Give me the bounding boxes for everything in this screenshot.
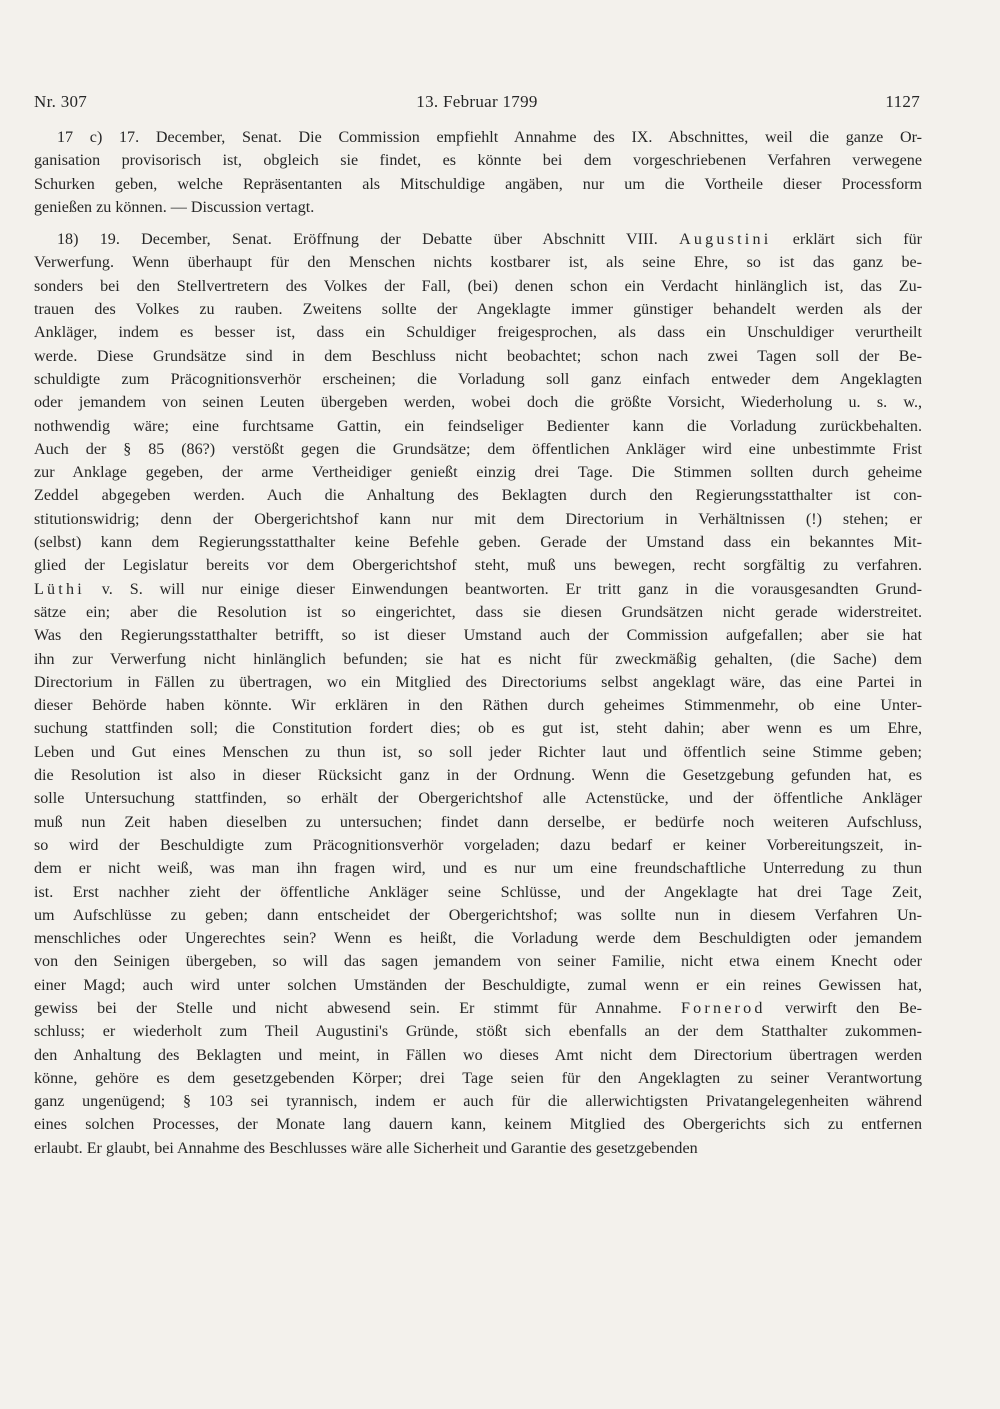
- text-line: [34, 717, 922, 740]
- line-text: suchung stattfinden soll; die Constitution fordert dies; ob es gut ist, steht dahin; aber wenn es um Ehre,: [34, 720, 922, 738]
- line-text: ihn zur Verwerfung nicht hinlänglich befunden; sie hat es nicht für zweckmäßig gehalten, (die Sache) dem: [34, 650, 922, 668]
- text-line: [34, 1067, 922, 1090]
- line-text: stitutionswidrig; denn der Obergerichtshof kann nur mit dem Directorium in Verhältnissen (!) stehen; er: [34, 510, 922, 528]
- line-text: um Aufschlüsse zu geben; dann entscheidet der Obergerichtshof; was sollte nun in diesem Verfahren Un-: [34, 906, 922, 924]
- line-text: ganisation provisorisch ist, obgleich sie findet, es könnte bei dem vorgeschriebenen Verfahren verwegene: [34, 152, 922, 170]
- speaker-name: Augustini: [679, 231, 772, 249]
- text-line: [34, 531, 922, 554]
- text-line: [34, 787, 922, 810]
- text-line: [34, 438, 922, 461]
- text-line: [34, 1137, 922, 1160]
- text-line: [34, 857, 922, 880]
- line-text: trauen des Volkes zu rauben. Zweitens sollte der Angeklagte immer günstiger behandelt werden als der: [34, 301, 922, 319]
- line-text: erklärt sich für: [771, 231, 922, 249]
- text-line: [34, 1090, 922, 1113]
- text-line: [34, 275, 922, 298]
- text-line: [34, 1113, 922, 1136]
- text-line: [34, 321, 922, 344]
- text-line: [34, 554, 922, 577]
- text-line: [34, 881, 922, 904]
- line-text: könne, gehöre es dem gesetzgebenden Körper; drei Tage seien für den Angeklagten zu seiner Verantwortung: [34, 1069, 922, 1087]
- text-line: [34, 1044, 922, 1067]
- text-line: [34, 196, 922, 219]
- line-text: ist. Erst nachher zieht der öffentliche Ankläger seine Schlüsse, und der Angeklagte hat drei Tage Zeit,: [34, 883, 922, 901]
- text-line: [34, 251, 922, 274]
- line-text: schuldigte zum Präcognitionsverhör erscheinen; die Vorladung soll ganz einfach entweder dem Angeklagten: [34, 370, 922, 388]
- line-text: Was den Regierungsstatthalter betrifft, so ist dieser Umstand auch der Commission aufgefallen; aber sie hat: [34, 627, 922, 645]
- line-text: ganz ungenügend; § 103 sei tyrannisch, indem er auch für die allerwichtigsten Privatangelegenheiten während: [34, 1093, 922, 1111]
- line-text: oder jemandem von seinen Leuten übergeben werden, wobei doch die größte Vorsicht, Wiederholung u. s. w.,: [34, 394, 922, 412]
- text-line: [34, 578, 922, 601]
- text-line: [34, 461, 922, 484]
- text-line: [34, 484, 922, 507]
- line-text: verwirft den Be-: [765, 999, 922, 1017]
- line-text: einer Magd; auch wird unter solchen Umständen der Beschuldigte, zumal wenn er ein reines Gewissen hat,: [34, 976, 922, 994]
- line-text: (selbst) kann dem Regierungsstatthalter keine Befehle geben. Gerade der Umstand dass ein bekanntes Mit-: [34, 534, 922, 552]
- line-text: gewiss bei der Stelle und nicht abwesend sein. Er stimmt für Annahme.: [34, 999, 681, 1017]
- line-text: werde. Diese Grundsätze sind in dem Beschluss nicht beobachtet; schon nach zwei Tagen soll der Be-: [34, 347, 922, 365]
- text-line: [34, 173, 922, 196]
- line-text: nothwendig wäre; eine furchtsame Gattin, ein feindseliger Bedienter kann die Vorladung zurückbehalten.: [34, 417, 922, 435]
- paragraph: [34, 126, 922, 219]
- line-text: eines solchen Processes, der Monate lang dauern kann, keinem Mitglied des Obergerichts sich zu entfernen: [34, 1116, 922, 1134]
- text-line: [34, 624, 922, 647]
- line-text: menschliches oder Ungerechtes sein? Wenn es heißt, die Vorladung werde dem Beschuldigten oder jemandem: [34, 930, 922, 948]
- text-line: [34, 811, 922, 834]
- paragraph: [34, 228, 922, 1160]
- line-text: 17 c) 17. December, Senat. Die Commission empfiehlt Annahme des IX. Abschnittes, weil die ganze Or-: [57, 129, 922, 146]
- text-line: [34, 694, 922, 717]
- line-text: Verwerfung. Wenn überhaupt für den Menschen nichts kostbarer ist, als seine Ehre, so ist das ganz be-: [34, 254, 922, 272]
- text-line: [34, 368, 922, 391]
- line-text: zur Anklage gegeben, der arme Vertheidiger genießt einzig drei Tage. Die Stimmen sollten durch geheime: [34, 464, 922, 482]
- text-line: [34, 950, 922, 973]
- text-line: [34, 927, 922, 950]
- document-number: Nr. 307: [34, 92, 88, 111]
- text-line: [34, 834, 922, 857]
- text-line: [34, 997, 922, 1020]
- line-text: muß nun Zeit haben dieselben zu untersuchen; findet dann derselbe, er bedürfe noch weiteren Aufschluss,: [34, 813, 922, 831]
- text-line: [34, 648, 922, 671]
- line-text: glied der Legislatur bereits vor dem Obergerichtshof steht, muß uns bewegen, recht sorgfältig zu verfahren.: [34, 557, 922, 575]
- speaker-name: Fornerod: [681, 999, 766, 1017]
- text-line: [34, 1020, 922, 1043]
- text-line: [34, 904, 922, 927]
- text-line: [34, 345, 922, 368]
- line-text: Directorium in Fällen zu übertragen, wo ein Mitglied des Directoriums selbst angeklagt wäre, das eine Partei in: [34, 673, 922, 691]
- text-line: [34, 149, 922, 172]
- line-text: erlaubt. Er glaubt, bei Annahme des Beschlusses wäre alle Sicherheit und Garantie des gesetzgebenden: [34, 1139, 698, 1157]
- line-text: so wird der Beschuldigte zum Präcognitionsverhör vorgeladen; dazu bedarf er keiner Vorbereitungszeit, in-: [34, 836, 922, 854]
- line-text: sonders bei den Stellvertretern des Volkes der Fall, (bei) denen schon ein Verdacht hinlänglich ist, das Zu-: [34, 277, 922, 295]
- text-line: [34, 764, 922, 787]
- speaker-name: Lüthi: [34, 580, 85, 598]
- line-text: dieser Behörde haben könnte. Wir erklären in den Räthen durch geheimes Stimmenmehr, ob eine Unter-: [34, 697, 922, 715]
- line-text: Zeddel abgegeben werden. Auch die Anhaltung des Beklagten durch den Regierungsstatthalter ist con-: [34, 487, 922, 505]
- line-text: Ankläger, indem es besser ist, dass ein Schuldiger freigesprochen, als dass ein Unschuldiger verurtheilt: [34, 324, 922, 342]
- line-text: Leben und Gut eines Menschen zu thun ist, so soll jeder Richter laut und öffentlich seine Stimme geben;: [34, 743, 922, 761]
- text-line: [34, 298, 922, 321]
- text-line: [34, 391, 922, 414]
- line-text: 18) 19. December, Senat. Eröffnung der Debatte über Abschnitt VIII.: [57, 231, 680, 249]
- line-text: genießen zu können. — Discussion vertagt.: [34, 198, 315, 216]
- line-text: Auch der § 85 (86?) verstößt gegen die Grundsätze; dem öffentlichen Ankläger wird eine unbestimmte Frist: [34, 440, 922, 458]
- text-line: [34, 741, 922, 764]
- line-text: von den Seinigen übergeben, so will das sagen jemandem von seiner Familie, nicht etwa einem Knecht oder: [34, 953, 922, 971]
- text-line: [34, 974, 922, 997]
- line-text: dem er nicht weiß, was man ihn fragen wird, und es nur um eine freundschaftliche Unterredung zu thun: [34, 860, 922, 878]
- text-line: [34, 228, 922, 251]
- text-line: [34, 126, 922, 149]
- line-text: den Anhaltung des Beklagten und meint, in Fällen wo dieses Amt nicht dem Directorium übertragen werden: [34, 1046, 922, 1064]
- line-text: Schurken geben, welche Repräsentanten als Mitschuldige angäben, nur um die Vortheile dieser Processform: [34, 175, 922, 193]
- text-line: [34, 415, 922, 438]
- line-text: v. S. will nur einige dieser Einwendungen beantworten. Er tritt ganz in die vorausgesandten Grund-: [84, 580, 922, 598]
- paragraph-gap: [34, 219, 922, 228]
- text-line: [34, 671, 922, 694]
- document-body: [34, 126, 922, 1160]
- line-text: die Resolution ist also in dieser Rücksicht ganz in der Ordnung. Wenn die Gesetzgebung gefunden hat, es: [34, 767, 922, 785]
- text-line: [34, 601, 922, 624]
- line-text: schluss; er wiederholt zum Theil Augustini's Gründe, stößt sich ebenfalls an der dem Statthalter zukommen-: [34, 1023, 922, 1041]
- text-line: [34, 508, 922, 531]
- document-date: 13. Februar 1799: [416, 92, 538, 111]
- page-number: 1127: [885, 92, 920, 111]
- line-text: solle Untersuchung stattfinden, so erhält der Obergerichtshof alle Actenstücke, und der öffentliche Ankläger: [34, 790, 922, 808]
- line-text: sätze ein; aber die Resolution ist so eingerichtet, dass sie diesen Grundsätzen nicht gerade widerstreitet.: [34, 603, 922, 621]
